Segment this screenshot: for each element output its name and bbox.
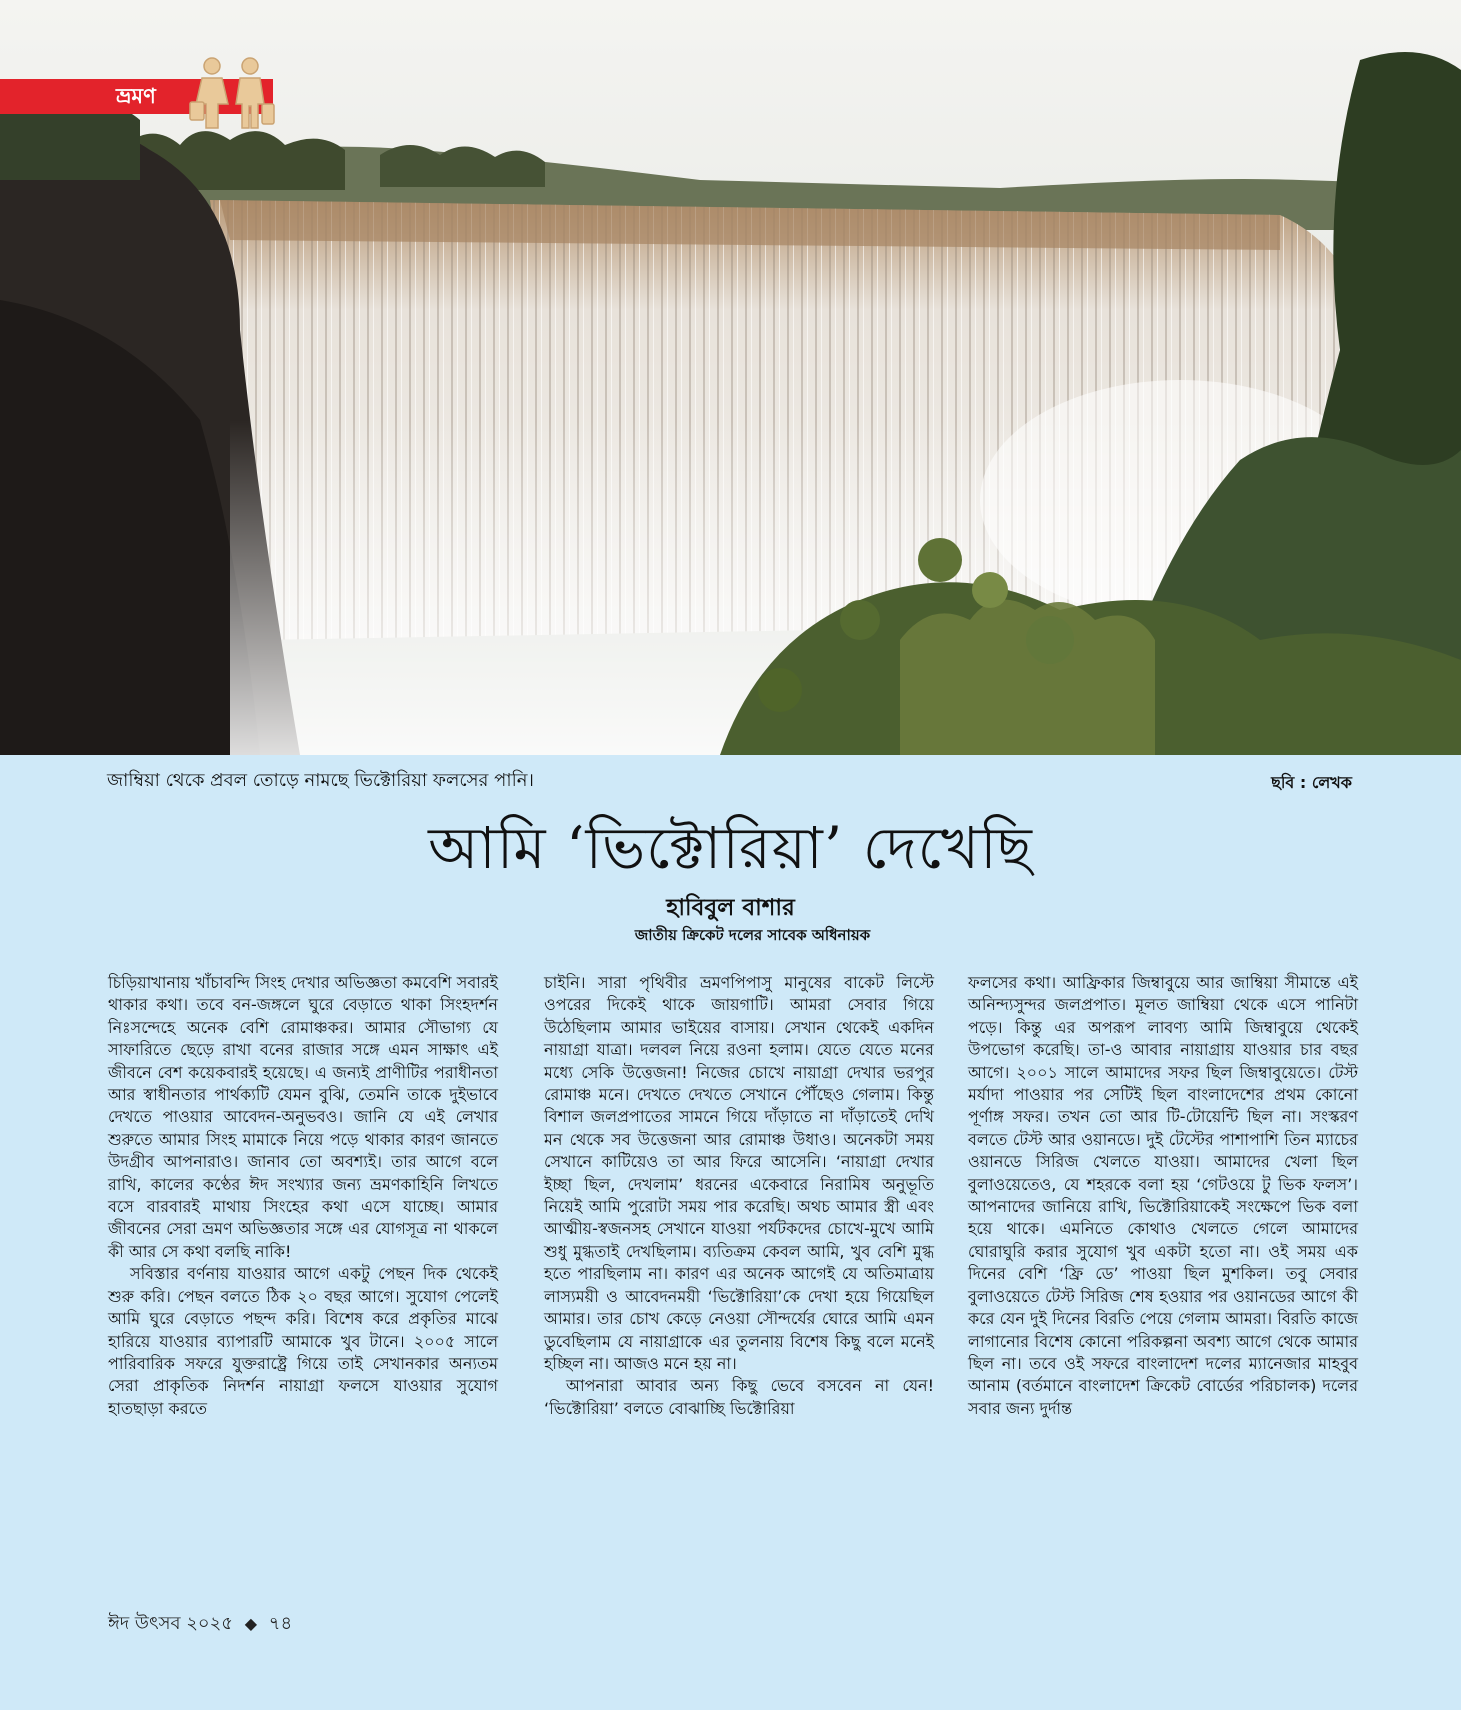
article-title: আমি ‘ভিক্টোরিয়া’ দেখেছি — [428, 814, 1033, 882]
author-role: জাতীয় ক্রিকেট দলের সাবেক অধিনায়ক — [634, 926, 871, 944]
issue-name: ঈদ উৎসব ২০২৫ — [108, 1613, 233, 1634]
paragraph: চাইনি। সারা পৃথিবীর ভ্রমণপিপাসু মানুষের বাকেট লিস্টে ওপরের দিকেই থাকে জায়গাটি। আমরা সেবার গিয়ে উঠেছিলাম আমার ভাইয়ের বাসায়। সেখান থেকেই একদিন নায়াগ্রা যাত্রা। দলবল নিয়ে রওনা হলাম। যেতে যেতে মনের মধ্যে সেকি উত্তেজনা! নিজের চোখে নায়াগ্রা দেখার ভরপুর রোমাঞ্চ মনে। দেখতে দেখতে সেখানে পৌঁছেও গেলাম। কিন্তু বিশাল জলপ্রপাতের সামনে গিয়ে দাঁড়াতে না দাঁড়াতেই দেখি মন থেকে সব উত্তেজনা আর রোমাঞ্চ উধাও। অনেকটা সময় সেখানে কাটিয়েও তা আর ফিরে আসেনি। ‘নায়াগ্রা দেখার ইচ্ছা ছিল, দেখলাম’ ধরনের একেবারে নিরামিষ অনুভূতি নিয়েই আমি পুরোটা সময় পার করেছি। অথচ আমার স্ত্রী এবং আত্মীয়-স্বজনসহ সেখানে যাওয়া পর্যটকদের চোখে-মুখে আমি শুধু মুগ্ধতাই দেখছিলাম। ব্যতিক্রম কেবল আমি, খুব বেশি মুগ্ধ হতে পারছিলাম না। কারণ এর অনেক আগেই যে অতিমাত্রায় লাস্যময়ী ও আবেদনময়ী ‘ভিক্টোরিয়া’কে দেখা হয়ে গিয়েছিল আমার। তার চোখ কেড়ে নেওয়া সৌন্দর্যের ঘোরে আমি এমন ডুবেছিলাম যে নায়াগ্রাকে এর তুলনায় বিশেষ কিছু বলে মনেই হচ্ছিল না। আজও মনে হয় না। — [544, 973, 934, 1373]
paragraph: সবিস্তার বর্ণনায় যাওয়ার আগে একটু পেছন দিক থেকেই শুরু করি। পেছন বলতে ঠিক ২০ বছর আগে। সুযোগ পেলেই আমি ঘুরে বেড়াতে পছন্দ করি। বিশেষ করে প্রকৃতির মাঝে হারিয়ে যাওয়ার ব্যাপারটি আমাকে খুব টানে। ২০০৫ সালে পারিবারিক সফরে যুক্তরাষ্ট্রে গিয়ে তাই সেখানকার অন্যতম সেরা প্রাকৃতিক নিদর্শন নায়াগ্রা ফলসে যাওয়ার সুযোগ হাতছাড়া করতে — [108, 1264, 498, 1418]
diamond-separator-icon: ◆ — [244, 1614, 258, 1633]
article-column-3 — [968, 972, 1358, 1420]
article-column-1 — [108, 972, 498, 1420]
page-number: ৭৪ — [268, 1613, 293, 1634]
article-author: হাবিবুল বাশার — [666, 895, 795, 921]
photo-caption: জাম্বিয়া থেকে প্রবল তোড়ে নামছে ভিক্টোরিয়া ফলসের পানি। — [107, 770, 534, 791]
photo-credit: ছবি : লেখক — [1271, 773, 1352, 792]
paragraph: চিড়িয়াখানায় খাঁচাবন্দি সিংহ দেখার অভিজ্ঞতা কমবেশি সবারই থাকার কথা। তবে বন-জঙ্গলে ঘুরে বেড়াতে থাকা সিংহদর্শন নিঃসন্দেহে অনেক বেশি রোমাঞ্চকর। আমার সৌভাগ্য যে সাফারিতে ছেড়ে রাখা বনের রাজার সঙ্গে এমন সাক্ষাৎ এই জীবনে বেশ কয়েকবারই হয়েছে। এ জন্যই প্রাণীটির পরাধীনতা আর স্বাধীনতার পার্থক্যটি যেমন বুঝি, তেমনি তাকে দুইভাবে দেখতে পাওয়ার আবেদন-অনুভবও। জানি যে এই লেখার শুরুতে আমার সিংহ মামাকে নিয়ে পড়ে থাকার কারণ জানতে উদগ্রীব আপনারাও। জানাব তো অবশ্যই। তার আগে বলে রাখি, কালের কণ্ঠের ঈদ সংখ্যার জন্য ভ্রমণকাহিনি লিখতে বসে বারবারই মাথায় সিংহের কথা এসে যাচ্ছে। আমার জীবনের সেরা ভ্রমণ অভিজ্ঞতার সঙ্গে এর যোগসূত্র না থাকলে কী আর সে কথা বলছি নাকি! — [108, 973, 498, 1261]
travelers-icon — [188, 56, 276, 134]
paragraph: ফলসের কথা। আফ্রিকার জিম্বাবুয়ে আর জাম্বিয়া সীমান্তে এই অনিন্দ্যসুন্দর জলপ্রপাত। মূলত জাম্বিয়া থেকে এসে পানিটা পড়ে। কিন্তু এর অপরূপ লাবণ্য আমি জিম্বাবুয়ে থেকেই উপভোগ করেছি। তা-ও আবার নায়াগ্রায় যাওয়ার চার বছর আগে। ২০০১ সালে আমাদের সফর ছিল জিম্বাবুয়েতে। টেস্ট মর্যাদা পাওয়ার পর সেটিই ছিল বাংলাদেশের প্রথম কোনো পূর্ণাঙ্গ সফর। তখন তো আর টি-টোয়েন্টি ছিল না। সংস্করণ বলতে টেস্ট আর ওয়ানডে। দুই টেস্টের পাশাপাশি তিন ম্যাচের ওয়ানডে সিরিজ খেলতে যাওয়া। আমাদের খেলা ছিল বুলাওয়েতেও, যে শহরকে বলা হয় ‘গেটওয়ে টু ভিক ফলস’। আপনাদের জানিয়ে রাখি, ভিক্টোরিয়াকেই সংক্ষেপে ভিক বলা হয়ে থাকে। এমনিতে কোথাও খেলতে গেলে আমাদের ঘোরাঘুরি করার সুযোগ খুব একটা হতো না। ওই সময় এক দিনের বেশি ‘ফ্রি ডে’ পাওয়া ছিল মুশকিল। তবু সেবার বুলাওয়েতে টেস্ট সিরিজ শেষ হওয়ার পর ওয়ানডের আগে কী করে যেন দুই দিনের বিরতি পেয়ে গেলাম আমরা। বিরতি কাজে লাগানোর বিশেষ কোনো পরিকল্পনা অবশ্য আগে থেকে আমার ছিল না। তবে ওই সফরে বাংলাদেশ দলের ম্যানেজার মাহবুব আনাম (বর্তমানে বাংলাদেশ ক্রিকেট বোর্ডের পরিচালক) দলের সবার জন্য দুর্দান্ত — [968, 973, 1358, 1418]
page-footer — [108, 1612, 292, 1636]
article-column-2 — [544, 972, 934, 1420]
section-label: ভ্রমণ — [116, 84, 156, 108]
paragraph: আপনারা আবার অন্য কিছু ভেবে বসবেন না যেন! ‘ভিক্টোরিয়া’ বলতে বোঝাচ্ছি ভিক্টোরিয়া — [544, 1376, 934, 1418]
